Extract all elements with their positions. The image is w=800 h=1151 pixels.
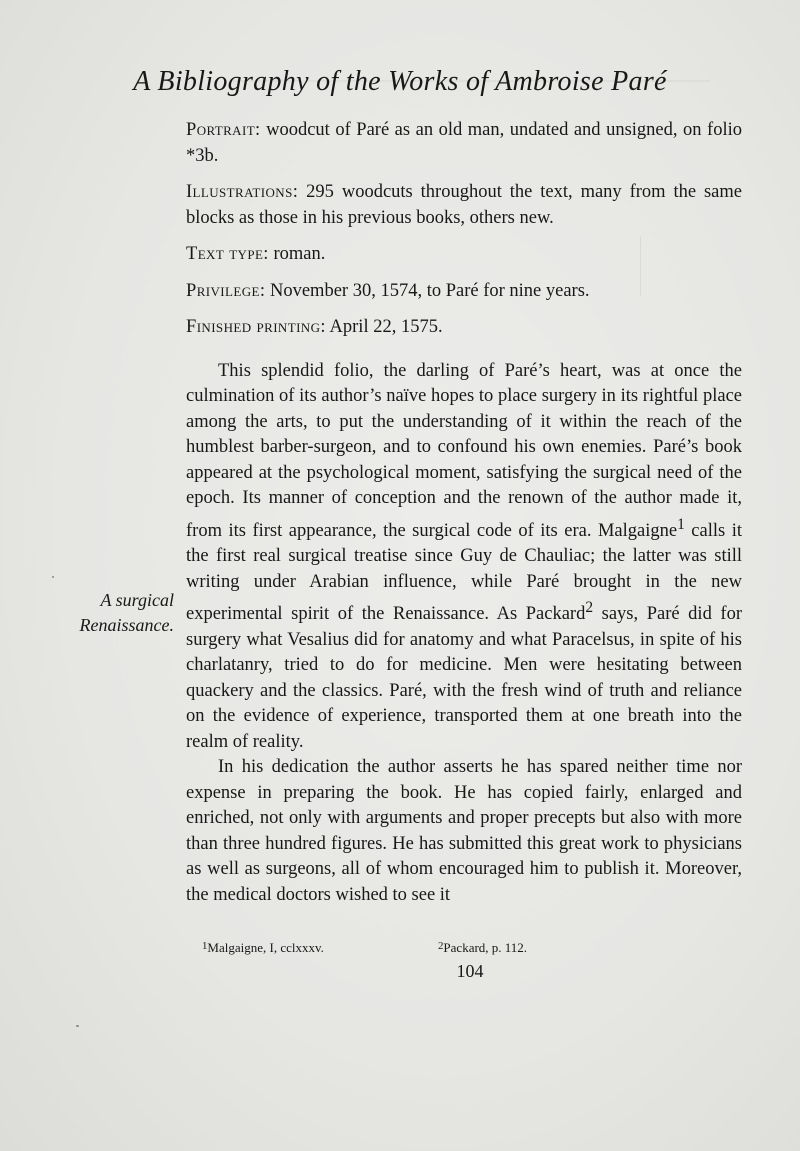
main-text-block: [186, 118, 742, 908]
running-title: A Bibliography of the Works of Ambroise Paré: [133, 66, 667, 97]
paper-speck: [52, 576, 54, 578]
footnote-text: Malgaigne, I, cclxxxv.: [207, 940, 324, 955]
entry-text: April 22, 1575.: [329, 317, 443, 337]
entry-text: roman.: [273, 244, 326, 264]
body-paragraph-2: In his dedication the author asserts he has spared neither time nor expense in preparing the book. He has copied fairly, enlarged and enriched, not only with arguments and proper precepts but also with more than three hundred figures. He has submitted this great work to physicians as well as surgeons, all of whom encouraged him to publish it. Moreover, the medical doctors wished to see it: [186, 757, 742, 905]
entry-text-type: [186, 242, 742, 268]
entry-label: Privilege:: [186, 280, 266, 301]
body-paragraph-1: [186, 359, 742, 756]
margin-note-line: Renaissance.: [79, 615, 174, 635]
footnote-ref-1: 1: [677, 515, 685, 533]
paragraph-text: calls it the first real surgical treatise since Guy de Chauliac; the latter was still writing under Arabian influence, while Paré brought in the new experimental spirit of the Renaissance. As Packard: [186, 520, 742, 625]
entry-portrait: [186, 118, 742, 169]
entry-illustrations: [186, 180, 742, 231]
margin-note-line: A surgical: [100, 590, 174, 610]
entry-label: Illustrations:: [186, 182, 299, 202]
entry-label: Text type:: [186, 244, 269, 264]
entry-privilege: [186, 279, 742, 305]
entry-finished-printing: [186, 315, 742, 341]
footnote-1: [202, 940, 324, 958]
footnote-2: [438, 940, 528, 958]
footnote-mark: 1: [202, 940, 208, 952]
entry-label: Finished printing:: [186, 317, 326, 337]
page-number: 104: [456, 961, 484, 981]
paragraph-text: says, Paré did for surgery what Vesalius did for anatomy and what Paracelsus, in spite of his charlatanry, tried to do for medicine. Men were hesitating between quackery and the classics. Paré, with the fresh wind of truth and reliance on the evidence of experience, transported them at one breath into the realm of reality.: [186, 604, 742, 752]
entry-text: November 30, 1574, to Paré for nine years.: [269, 280, 590, 301]
entry-text: woodcut of Paré as an old man, undated and unsigned, on folio *3b.: [186, 120, 743, 166]
paragraph-text: This splendid folio, the darling of Paré’s heart, was at once the culmination of its author’s naïve hopes to place surgery in its rightful place among the arts, to put the understanding of it within the reach of the humblest barber-surgeon, and to confound his own enemies. Paré’s book appeared at the psychological moment, satisfying the surgical need of the epoch. Its manner of conception and the renown of the author made it, from its first appearance, the surgical code of its era. Malgaigne: [186, 360, 742, 541]
footnote-mark: 2: [438, 940, 444, 952]
footnote-ref-2: 2: [585, 599, 594, 617]
paper-speck: [76, 1025, 79, 1027]
margin-note: [62, 588, 174, 638]
entry-text: 295 woodcuts throughout the text, many from the same blocks as those in his previous books, others new.: [186, 182, 742, 228]
footnote-text: Packard, p. 112.: [443, 940, 528, 955]
entry-label: Portrait:: [186, 120, 261, 140]
